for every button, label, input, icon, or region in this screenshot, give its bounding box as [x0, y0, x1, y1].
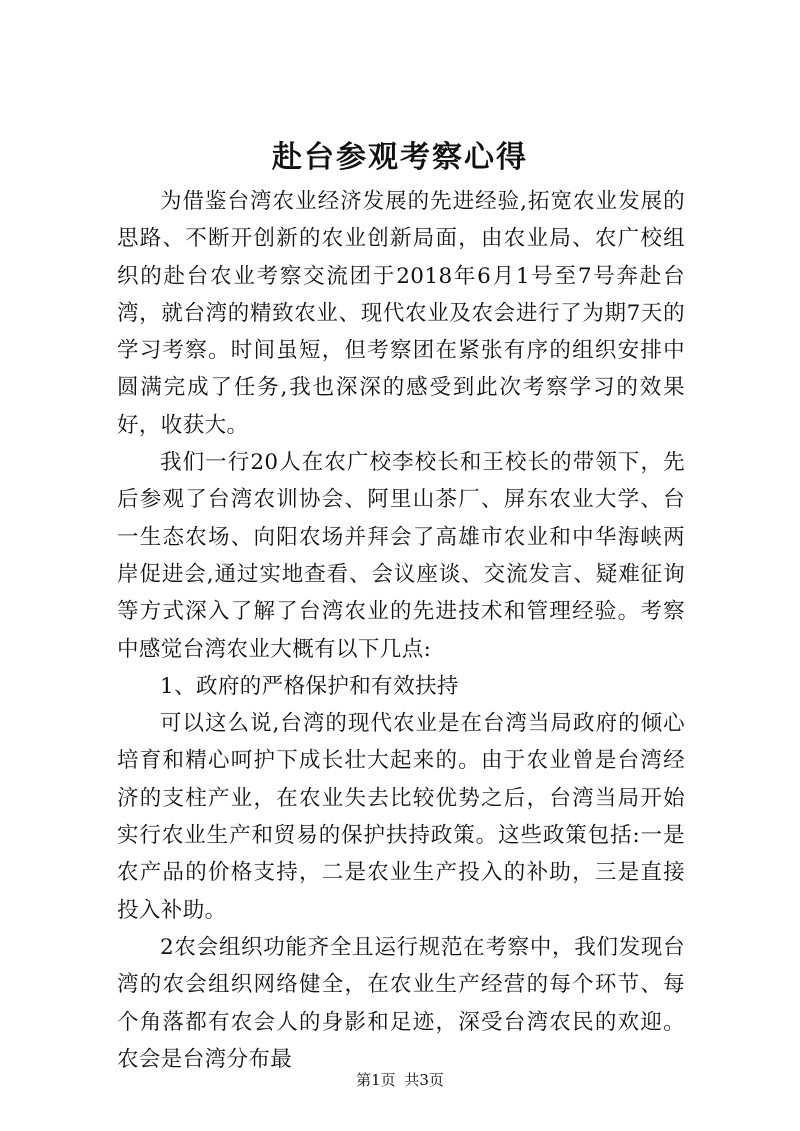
paragraph-policy: 可以这么说,台湾的现代农业是在台湾当局政府的倾心培育和精心呵护下成长壮大起来的。由于农业曾是台湾经济的支柱产业，在农业失去比较优势之后，台湾当局开始实行农业生产和贸易的保护扶持政策。这些政策包括:一是农产品的价格支持，二是农业生产投入的补助，三是直接投入补助。	[117, 711, 685, 923]
page-total: 共3页	[404, 1071, 444, 1089]
page-number: 第1页	[356, 1071, 396, 1089]
paragraph-farmers-association: 2农会组织功能齐全且运行规范在考察中，我们发现台湾的农会组织网络健全，在农业生产经营的每个环节、每个角落都有农会人的身影和足迹，深受台湾农民的欢迎。农会是台湾分布最	[117, 934, 685, 1072]
page-title: 赴台参观考察心得	[272, 140, 528, 175]
section-heading-1: 1、政府的严格保护和有效扶持	[160, 673, 459, 699]
page-footer	[0, 1070, 800, 1090]
paragraph-intro: 为借鉴台湾农业经济发展的先进经验,拓宽农业发展的思路、不断开创新的农业创新局面，由农业局、农广校组织的赴台农业考察交流团于2018年6月1号至7号奔赴台湾，就台湾的精致农业、现代农业及农会进行了为期7天的学习考察。时间虽短，但考察团在紧张有序的组织安排中圆满完成了任务,我也深深的感受到此次考察学习的效果好，收获大。	[117, 189, 685, 438]
paragraph-visit: 我们一行20人在农广校李校长和王校长的带领下，先后参观了台湾农训协会、阿里山茶厂、屏东农业大学、台一生态农场、向阳农场并拜会了高雄市农业和中华海峡两岸促进会,通过实地查看、会议座谈、交流发言、疑难征询等方式深入了解了台湾农业的先进技术和管理经验。考察中感觉台湾农业大概有以下几点:	[117, 450, 685, 662]
document-body	[117, 183, 685, 1078]
